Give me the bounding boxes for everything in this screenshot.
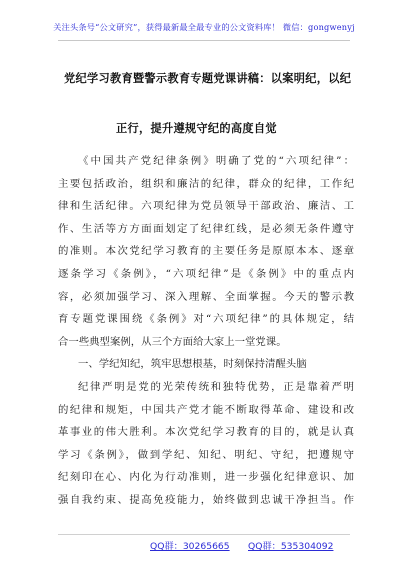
body-line: 纪律严明是党的光荣传统和独特优势，正是靠着严明 bbox=[78, 380, 354, 393]
header-divider bbox=[58, 40, 350, 41]
footer-qq-group-link-2[interactable]: QQ群：535304092 bbox=[248, 541, 334, 552]
header-note: 关注头条号“公文研究”，获得最新最全最专业的公文资料库！ 微信：gongwenyj bbox=[53, 22, 355, 32]
section-heading: 一、学纪知纪，筑牢思想根基，时刻保持清醒头脑 bbox=[78, 358, 307, 371]
body-line: 作、生活等方方面面划定了纪律红线，是必须无条件遵守 bbox=[58, 222, 354, 235]
document-body bbox=[58, 150, 354, 512]
body-line: 革事业的伟大胜利。本次党纪学习教育的目的，就是认真 bbox=[58, 426, 354, 439]
body-line: 纪刻印在心、内化为行动准则，进一步强化纪律意识、加 bbox=[58, 471, 354, 484]
body-line: 主要包括政治，组织和廉洁的纪律，群众的纪律，工作纪 bbox=[58, 177, 354, 190]
body-line: 学习《条例》，做到学纪、知纪、明纪、守纪，把遵规守 bbox=[58, 448, 354, 461]
footer-divider bbox=[58, 534, 350, 535]
footer-qq-group-link[interactable]: QQ群：30265665 bbox=[150, 541, 230, 552]
footer bbox=[0, 538, 408, 554]
body-line: 律和生活纪律。六项纪律为党员领导干部政治、廉洁、工 bbox=[58, 200, 354, 213]
body-line: 容，必须加强学习、深入理解、全面掌握。今天的警示教 bbox=[58, 290, 354, 303]
body-line: 的准则。本次党纪学习教育的主要任务是原原本本、逐章 bbox=[58, 245, 354, 258]
body-line: 逐条学习《条例》，“六项纪律”是《条例》中的重点内 bbox=[58, 267, 354, 280]
body-line: 强自我约束、提高免疫能力，始终做到忠诚干净担当。作 bbox=[58, 493, 354, 506]
body-line: 育专题党课围绕《条例》对“六项纪律”的具体规定，结 bbox=[58, 313, 354, 326]
body-line: 合一些典型案例，从三个方面给大家上一堂党课。 bbox=[58, 335, 287, 348]
document-title-line-1: 党纪学习教育暨警示教育专题党课讲稿：以案明纪，以纪 bbox=[64, 72, 352, 85]
body-line: 《中国共产党纪律条例》明确了党的“六项纪律”： bbox=[78, 155, 354, 167]
body-line: 的纪律和规矩，中国共产党才能不断取得革命、建设和改 bbox=[58, 403, 354, 416]
document-title-line-2: 正行，提升遵规守纪的高度自觉 bbox=[116, 122, 277, 135]
